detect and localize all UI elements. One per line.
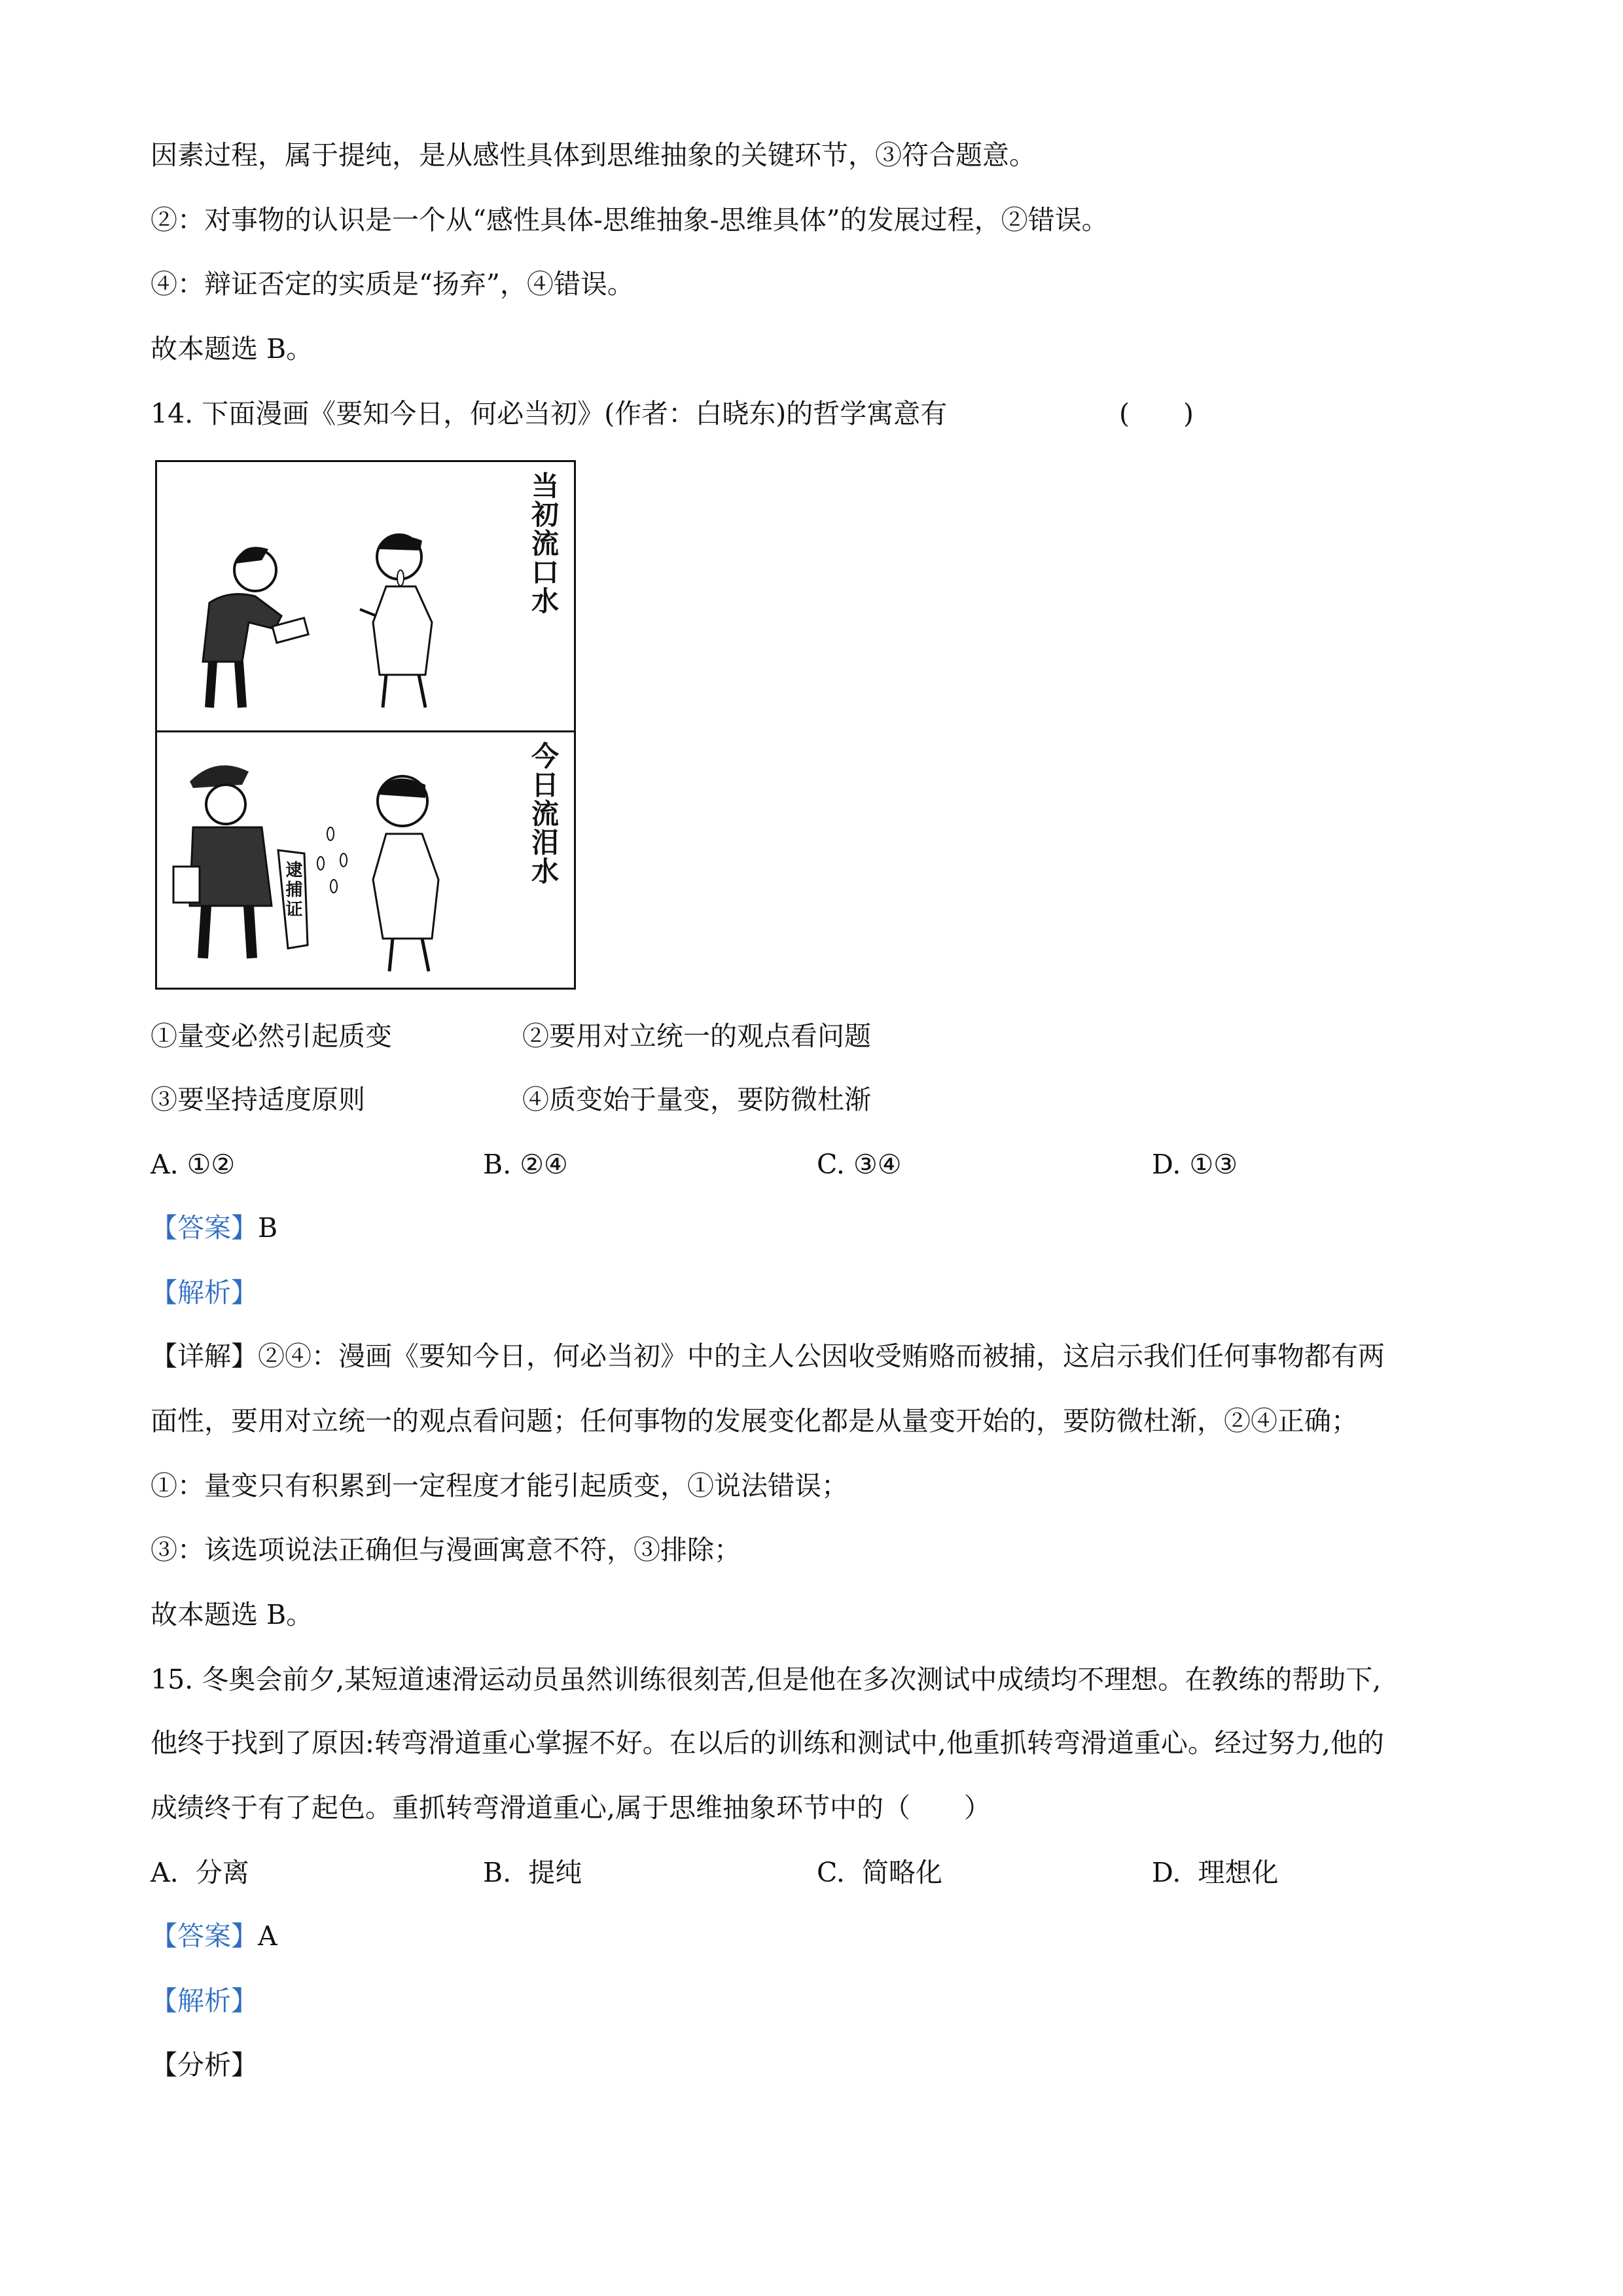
question-stem-text: 14. 下面漫画《要知今日，何必当初》(作者：白晓东)的哲学寓意有 — [151, 398, 948, 429]
statement-2: ②要用对立统一的观点看问题 — [522, 1020, 871, 1052]
option-d: D. ①③ — [1152, 1149, 1238, 1180]
option-a: A. ①② — [151, 1149, 236, 1180]
analysis-label: 【解析】 — [151, 1277, 258, 1308]
statement-4: ④质变始于量变，要防微杜渐 — [522, 1084, 871, 1115]
detail-line: 故本题选 B。 — [151, 1599, 313, 1630]
answer-label: 【答案】 — [151, 1212, 258, 1244]
detail-line: ①：量变只有积累到一定程度才能引起质变，①说法错误； — [151, 1470, 848, 1501]
statement-3: ③要坚持适度原则 — [151, 1084, 365, 1115]
detail-line — [151, 1338, 1385, 1374]
option-c: C. ③④ — [817, 1149, 902, 1180]
arrest-scene-illustration — [164, 736, 530, 984]
answer-label: 【答案】 — [151, 1920, 258, 1952]
option-a: A. 分离 — [151, 1857, 249, 1888]
option-d: D. 理想化 — [1152, 1857, 1279, 1888]
cartoon-image — [155, 460, 576, 990]
question-15-stem: 15. 冬奥会前夕,某短道速滑运动员虽然训练很刻苦,但是他在多次测试中成绩均不理想。在教练的帮助下, — [151, 1664, 1382, 1695]
cartoon-panel-now — [157, 732, 574, 988]
option-b: B. ②④ — [483, 1149, 568, 1180]
cartoon-panel-then — [157, 462, 574, 732]
question-14-stem — [151, 395, 1194, 432]
text-line: ④：辩证否定的实质是“扬弃”，④错误。 — [151, 268, 634, 300]
text-line: 故本题选 B。 — [151, 333, 313, 365]
caption-then: 当初流口水 — [527, 471, 560, 615]
answer-line — [151, 1210, 277, 1246]
answer-bracket: ( ) — [1119, 398, 1194, 429]
detail-line: ③：该选项说法正确但与漫画寓意不符，③排除； — [151, 1534, 741, 1566]
answer-line — [151, 1918, 277, 1954]
question-15-stem: 成绩终于有了起色。重抓转弯滑道重心,属于思维抽象环节中的（ ） — [151, 1792, 991, 1823]
answer-value: A — [258, 1920, 277, 1952]
fenxi-label: 【分析】 — [151, 2049, 258, 2081]
analysis-label: 【解析】 — [151, 1985, 258, 2017]
detail-label: 【详解】 — [151, 1340, 258, 1372]
text-line: ②：对事物的认识是一个从“感性具体-思维抽象-思维具体”的发展过程，②错误。 — [151, 204, 1109, 236]
text-line: 因素过程，属于提纯，是从感性具体到思维抽象的关键环节，③符合题意。 — [151, 139, 1036, 171]
statement-1: ①量变必然引起质变 — [151, 1020, 392, 1052]
caption-now: 今日流泪水 — [527, 742, 560, 886]
option-b: B. 提纯 — [483, 1857, 582, 1888]
detail-line: 面性，要用对立统一的观点看问题；任何事物的发展变化都是从量变开始的，要防微杜渐，②④正确； — [151, 1405, 1358, 1437]
warrant-label: 逮捕证 — [283, 861, 302, 920]
detail-text: ②④：漫画《要知今日，何必当初》中的主人公因收受贿赂而被捕，这启示我们任何事物都有两 — [258, 1340, 1385, 1372]
option-c: C. 简略化 — [817, 1857, 943, 1888]
question-15-stem: 他终于找到了原因:转弯滑道重心掌握不好。在以后的训练和测试中,他重抓转弯滑道重心。经过努力,他的 — [151, 1727, 1384, 1759]
answer-value: B — [258, 1212, 278, 1244]
bribe-scene-illustration — [164, 465, 530, 727]
